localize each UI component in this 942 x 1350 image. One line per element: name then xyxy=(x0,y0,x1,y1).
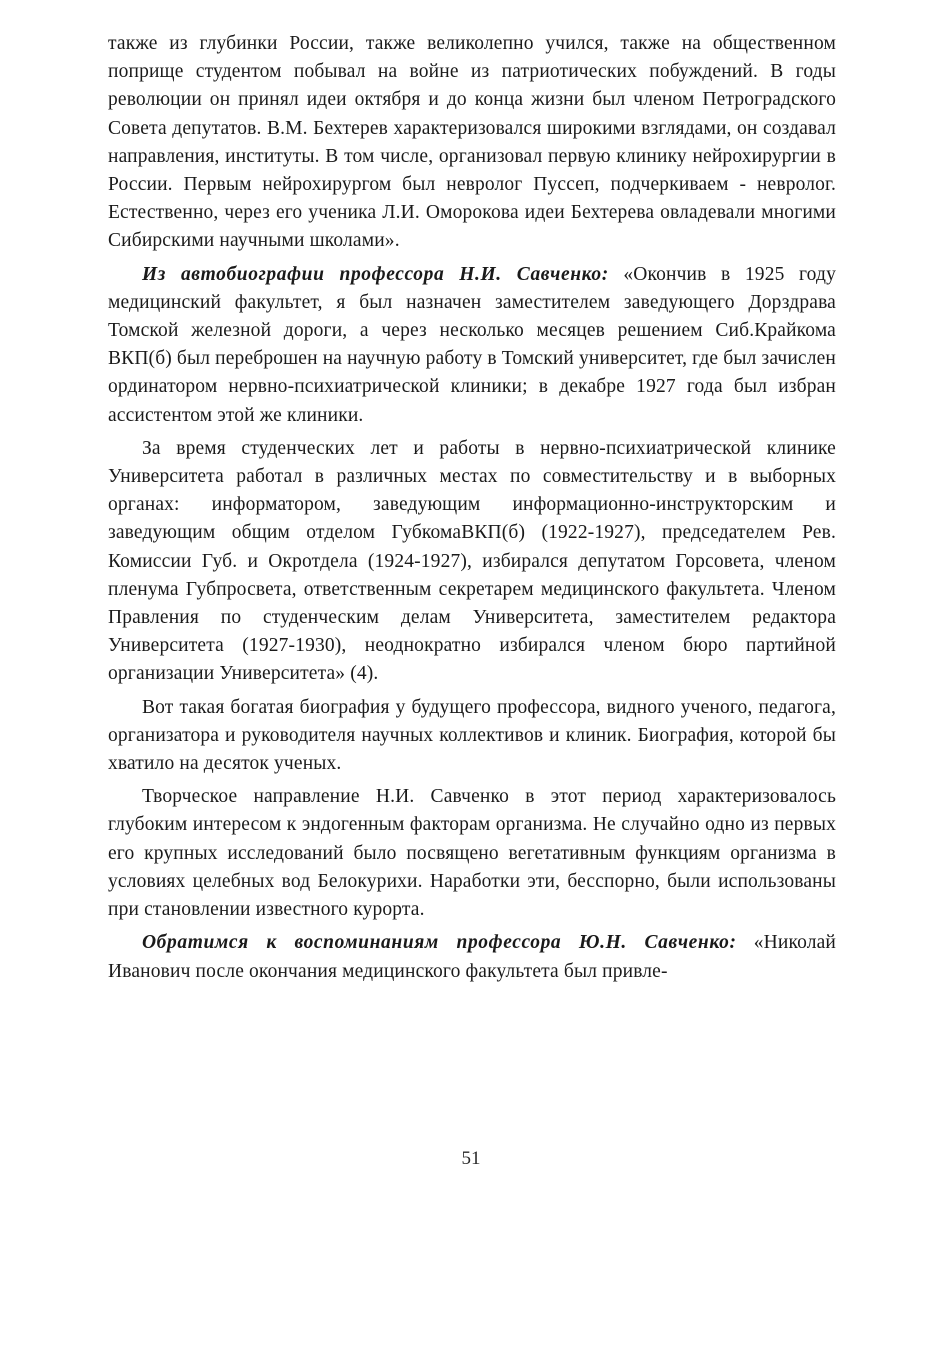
paragraph-2 xyxy=(108,261,836,430)
paragraph-1-text: также из глубинки России, также великолепно учился, также на общественном поприще студентом побывал на войне из патриотических побуждений. В годы революции он принял идеи октября и до конца жизни был членом Петроградского Совета депутатов. В.М. Бехтерев характеризовался широкими взглядами, он создавал направления, институты. В том числе, организовал первую клинику нейрохирургии в России. Первым нейрохирургом был невролог Пуссеп, подчеркиваем - невролог. Естественно, через его ученика Л.И. Оморокова идеи Бехтерева овладевали многими Сибирскими научными школами». xyxy=(108,33,836,252)
paragraph-4-text: Вот такая богатая биография у будущего профессора, видного ученого, педагога, организатора и руководителя научных коллективов и клиник. Биография, которой бы хватило на десяток ученых. xyxy=(108,696,836,775)
body-text xyxy=(108,30,836,991)
paragraph-5-text: Творческое направление Н.И. Савченко в этот период характеризовалось глубоким интересом к эндогенным факторам организма. Не случайно одно из первых его крупных исследований было посвящено вегетативным функциям организма в условиях целебных вод Белокурихи. Наработки эти, бесспорно, были использованы при становлении известного курорта. xyxy=(108,786,836,921)
paragraph-4 xyxy=(108,694,836,779)
paragraph-3 xyxy=(108,435,836,689)
paragraph-3-text: За время студенческих лет и работы в нервно-психиатрической клинике Университета работал в различных местах по совместительству и в выборных органах: информатором, заведующим информационно-инструкторским и заведующим общим отделом ГубкомаВКП(б) (1922-1927), председателем Рев. Комиссии Губ. и Окротдела (1924-1927), избирался депутатом Горсовета, членом пленума Губпросвета, ответственным секретарем медицинского факультета. Членом Правления по студенческим делам Университета, заместителем редактора Университета (1927-1930), неоднократно избирался членом бюро партийной организации Университета» (4). xyxy=(108,437,836,685)
page-number: 51 xyxy=(461,1148,481,1169)
paragraph-6 xyxy=(108,929,836,985)
paragraph-2-lead: Из автобиографии профессора Н.И. Савченко: xyxy=(142,263,609,285)
paragraph-6-text: «Николай Иванович после окончания медицинского факультета был привле- xyxy=(108,932,836,982)
paragraph-2-text: «Окончив в 1925 году медицинский факультет, я был назначен заместителем заведующего Дорздрава Томской железной дороги, а через несколько месяцев решением Сиб.Крайкома ВКП(б) был переброшен на научную работу в Томский университет, где был зачислен ординатором нервно-психиатрической клиники; в декабре 1927 года был избран ассистентом этой же клиники. xyxy=(108,263,836,426)
paragraph-6-lead: Обратимся к воспоминаниям профессора Ю.Н. Савченко: xyxy=(142,932,737,954)
paragraph-5 xyxy=(108,783,836,924)
paragraph-1 xyxy=(108,30,836,256)
